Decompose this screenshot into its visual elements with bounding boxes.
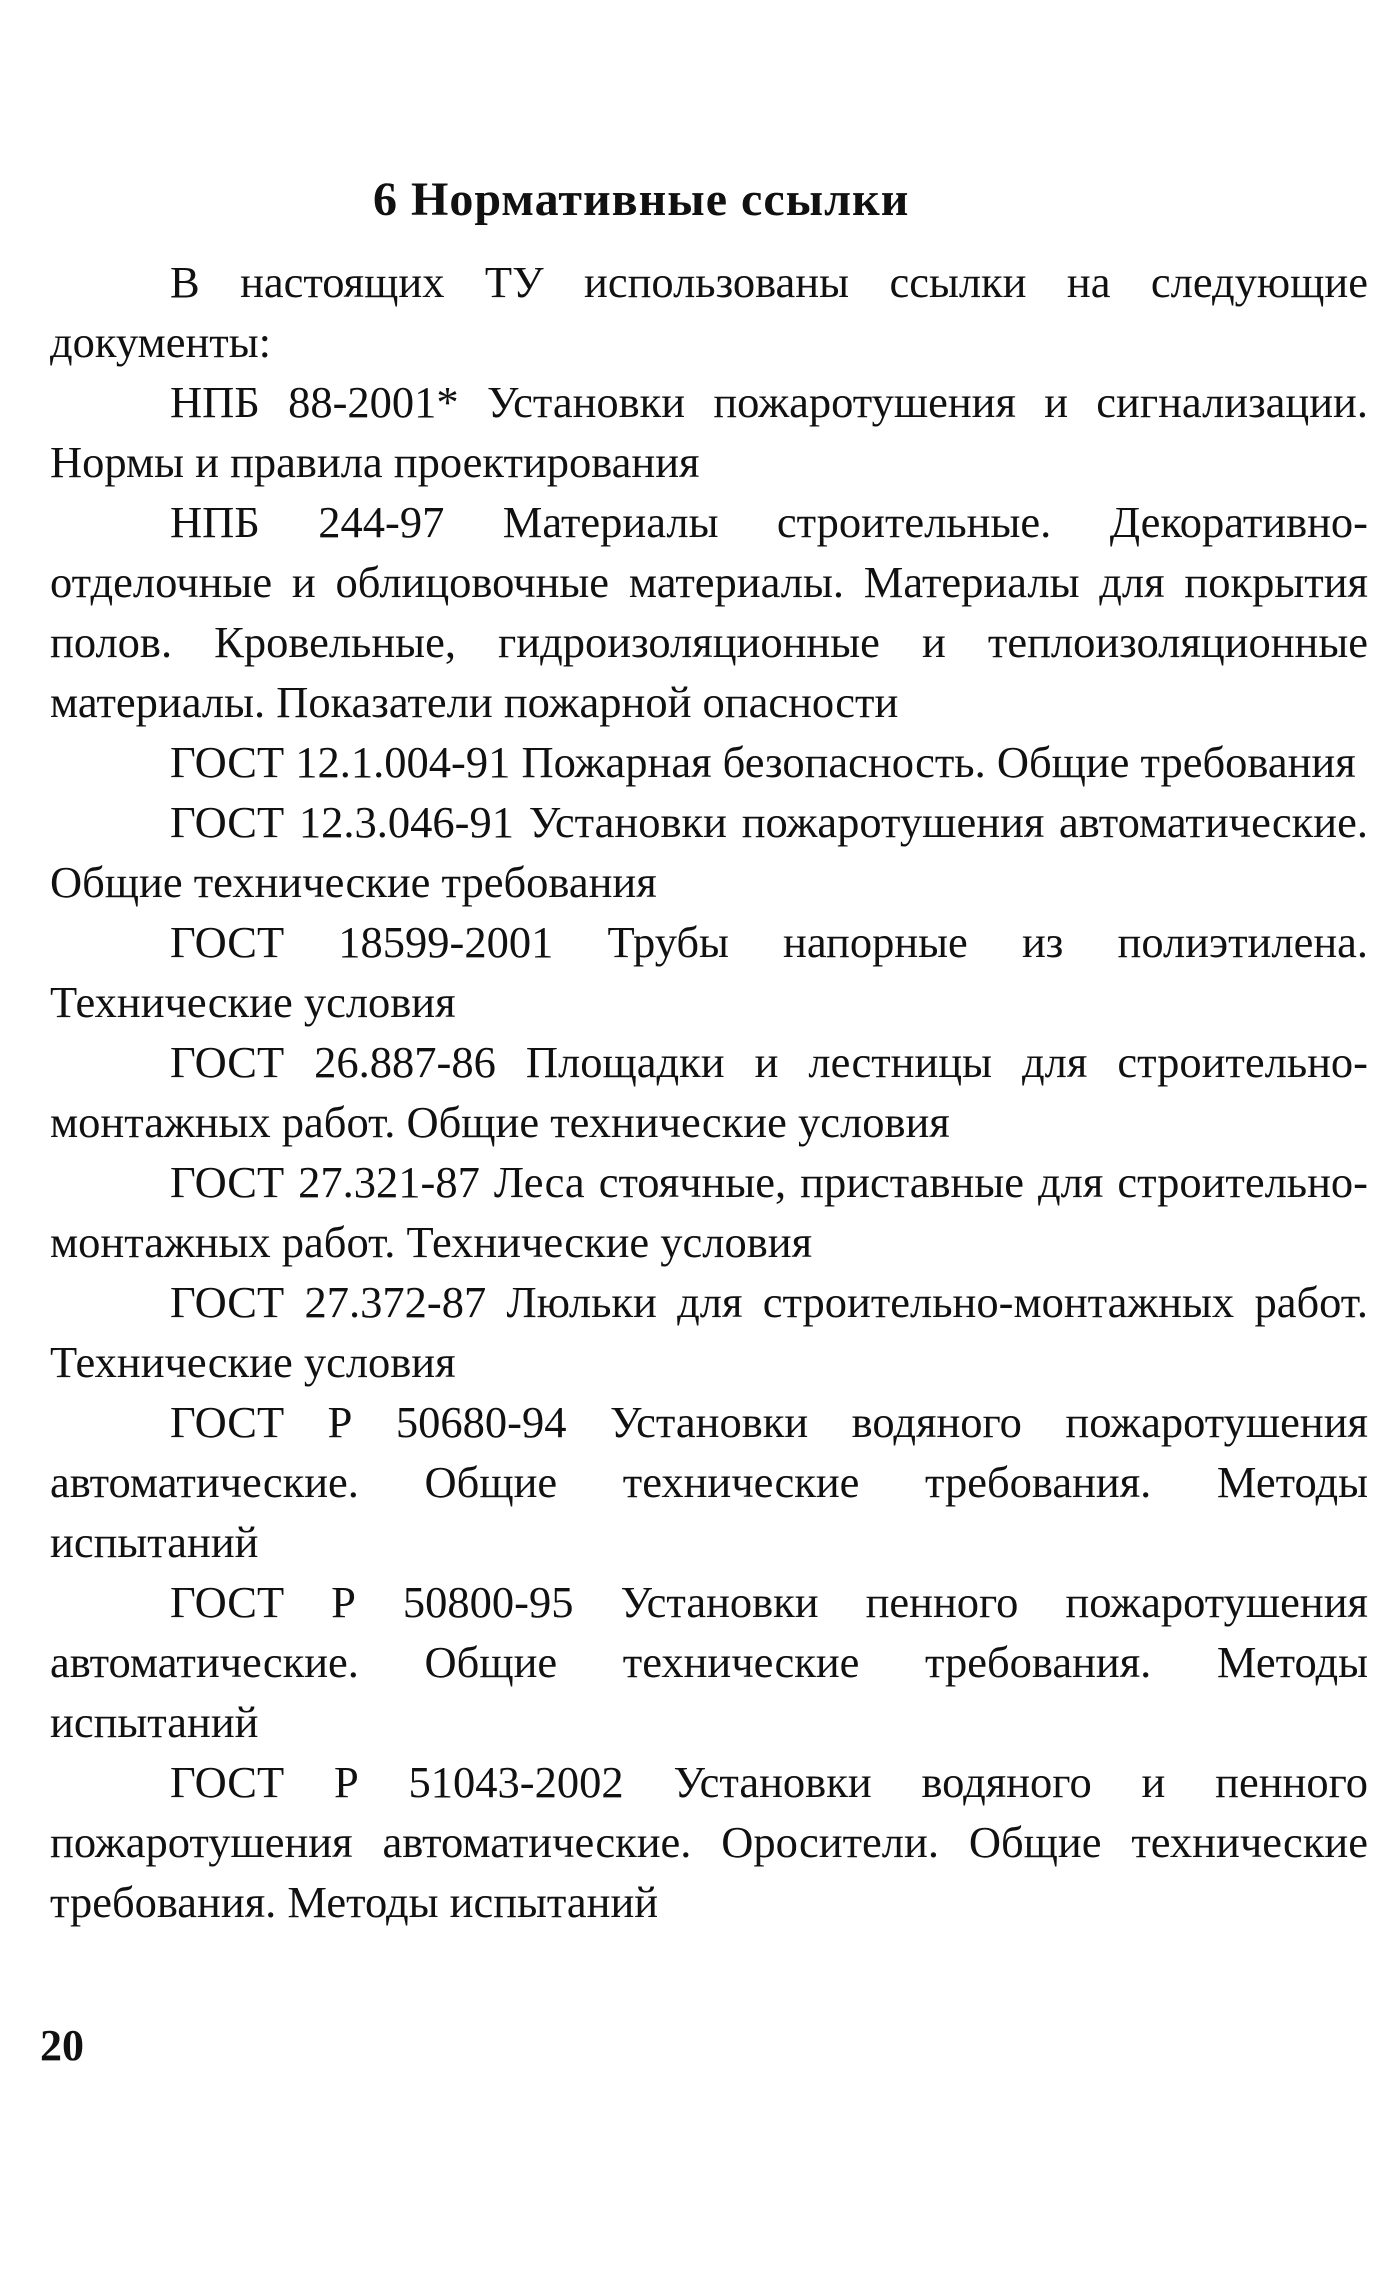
- reference-item: [50, 492, 1368, 732]
- reference-title: Установки водяного и пенного пожаротушения автоматические. Оросители. Общие технические требования. Методы испытаний: [50, 1757, 1369, 1927]
- reference-item: [50, 1032, 1368, 1152]
- reference-code: ГОСТ 18599-2001: [170, 917, 554, 967]
- reference-title: Установки пожаротушения автоматические. Общие технические требования: [50, 797, 1368, 907]
- section-heading: 6 Нормативные ссылки: [373, 173, 910, 226]
- intro-paragraph: В настоящих ТУ использованы ссылки на следующие документы:: [50, 257, 1368, 367]
- reference-code: НПБ 244-97: [170, 497, 445, 547]
- reference-item: [50, 1152, 1368, 1272]
- page-content: [50, 170, 1368, 1932]
- reference-title: Материалы строительные. Декоративно-отделочные и облицовочные материалы. Материалы для покрытия полов. Кровельные, гидроизоляционные и теплоизоляционные материалы. Показатели пожарной опасности: [50, 497, 1368, 727]
- reference-item: [50, 912, 1368, 1032]
- reference-item: [50, 732, 1368, 792]
- reference-list: [50, 372, 1368, 1932]
- page-number: 20: [40, 2021, 84, 2070]
- reference-code: ГОСТ 12.3.046-91: [170, 797, 514, 847]
- reference-code: ГОСТ 26.887-86: [170, 1037, 496, 1087]
- reference-item: [50, 1272, 1368, 1392]
- reference-item: [50, 792, 1368, 912]
- reference-code: ГОСТ Р 50680-94: [170, 1397, 567, 1447]
- reference-code: ГОСТ 12.1.004-91: [170, 737, 511, 787]
- reference-item: [50, 1392, 1368, 1572]
- reference-title: Трубы напорные из полиэтилена. Технические условия: [50, 917, 1369, 1027]
- reference-item: [50, 1572, 1368, 1752]
- reference-code: ГОСТ 27.372-87: [170, 1277, 487, 1327]
- reference-title: Установки пенного пожаротушения автоматические. Общие технические требования. Методы испытаний: [50, 1577, 1368, 1747]
- reference-item: [50, 1752, 1368, 1932]
- reference-item: [50, 372, 1368, 492]
- reference-code: ГОСТ Р 51043-2002: [170, 1757, 624, 1807]
- reference-title: Установки пожаротушения и сигнализации. Нормы и правила проектирования: [50, 377, 1368, 487]
- reference-title: Леса стоячные, приставные для строительно-монтажных работ. Технические условия: [50, 1157, 1368, 1267]
- reference-code: ГОСТ Р 50800-95: [170, 1577, 574, 1627]
- reference-title: Пожарная безопасность. Общие требования: [521, 737, 1356, 787]
- reference-title: Установки водяного пожаротушения автоматические. Общие технические требования. Методы испытаний: [50, 1397, 1369, 1567]
- reference-code: ГОСТ 27.321-87: [170, 1157, 480, 1207]
- reference-title: Площадки и лестницы для строительно-монтажных работ. Общие технические условия: [50, 1037, 1369, 1147]
- reference-title: Люльки для строительно-монтажных работ. Технические условия: [50, 1277, 1368, 1387]
- reference-code: НПБ 88-2001*: [170, 377, 459, 427]
